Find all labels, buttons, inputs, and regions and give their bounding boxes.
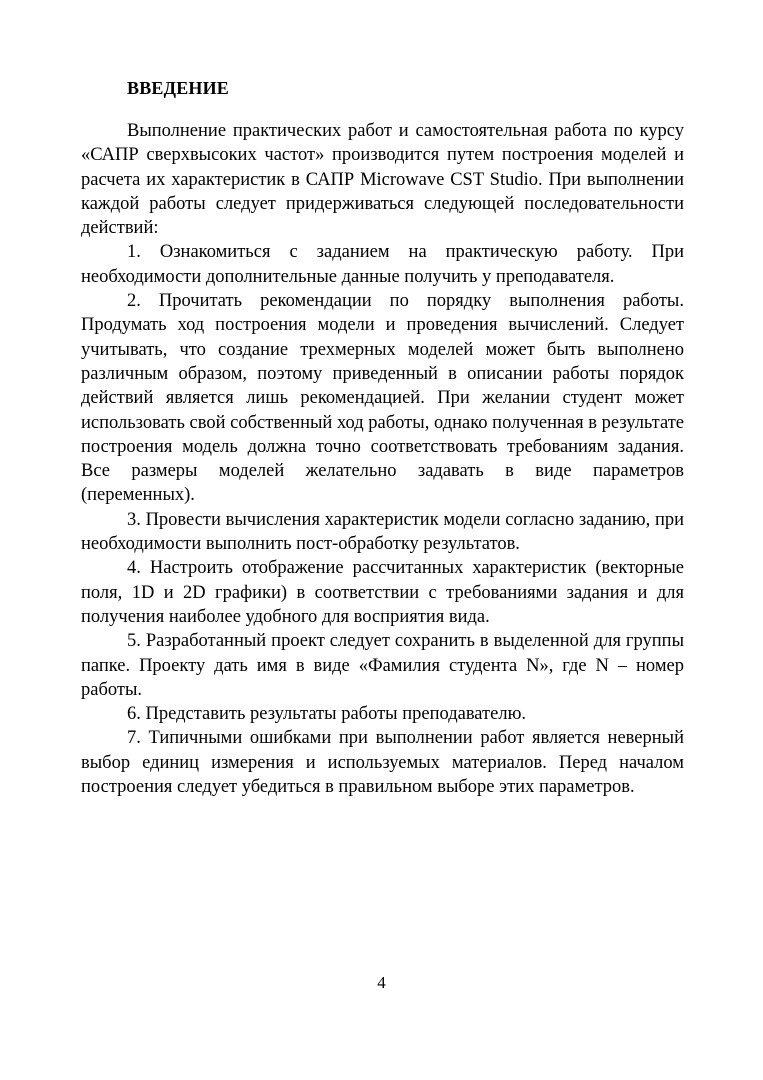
section-heading: ВВЕДЕНИЕ [127, 78, 230, 98]
list-item-3: 3. Провести вычисления характеристик модели согласно заданию, при необходимости выполнить пост-обработку результатов. [81, 509, 684, 555]
list-item-1: 1. Ознакомиться с заданием на практическую работу. При необходимости дополнительные данные получить у преподавателя. [81, 242, 684, 287]
intro-paragraph: Выполнение практических работ и самостоятельная работа по курсу «САПР сверхвысоких частот» производится путем построения моделей и расчета их характеристик в САПР Microwave CST Studio. При выполнении каждой работы следует придерживаться следующей последовательности действий: [81, 121, 684, 239]
list-item-6: 6. Представить результаты работы преподавателю. [127, 704, 527, 725]
page-number: 4 [377, 973, 386, 992]
body-text [81, 119, 684, 799]
list-item-5: 5. Разработанный проект следует сохранить в выделенной для группы папке. Проекту дать имя в виде «Фамилия студента N», где N – номер работы. [81, 631, 684, 700]
list-item-7: 7. Типичными ошибками при выполнении работ является неверный выбор единиц измерения и используемых материалов. Перед началом построения следует убедиться в правильном выборе этих параметров. [81, 728, 684, 798]
list-item-4: 4. Настроить отображение рассчитанных характеристик (векторные поля, 1D и 2D графики) в соответствии с требованиями задания и для получения наиболее удобного для восприятия вида. [81, 558, 684, 627]
list-item-2: 2. Прочитать рекомендации по порядку выполнения работы. Продумать ход построения модели и проведения вычислений. Следует учитывать, что создание трехмерных моделей может быть выполнено различным образом, поэтому приведенный в описании работы порядок действий является лишь рекомендацией. При желании студент может использовать свой собственный ход работы, однако полученная в результате построения модель должна точно соответствовать требованиям задания. Все размеры моделей желательно задавать в виде параметров (переменных). [81, 291, 684, 506]
